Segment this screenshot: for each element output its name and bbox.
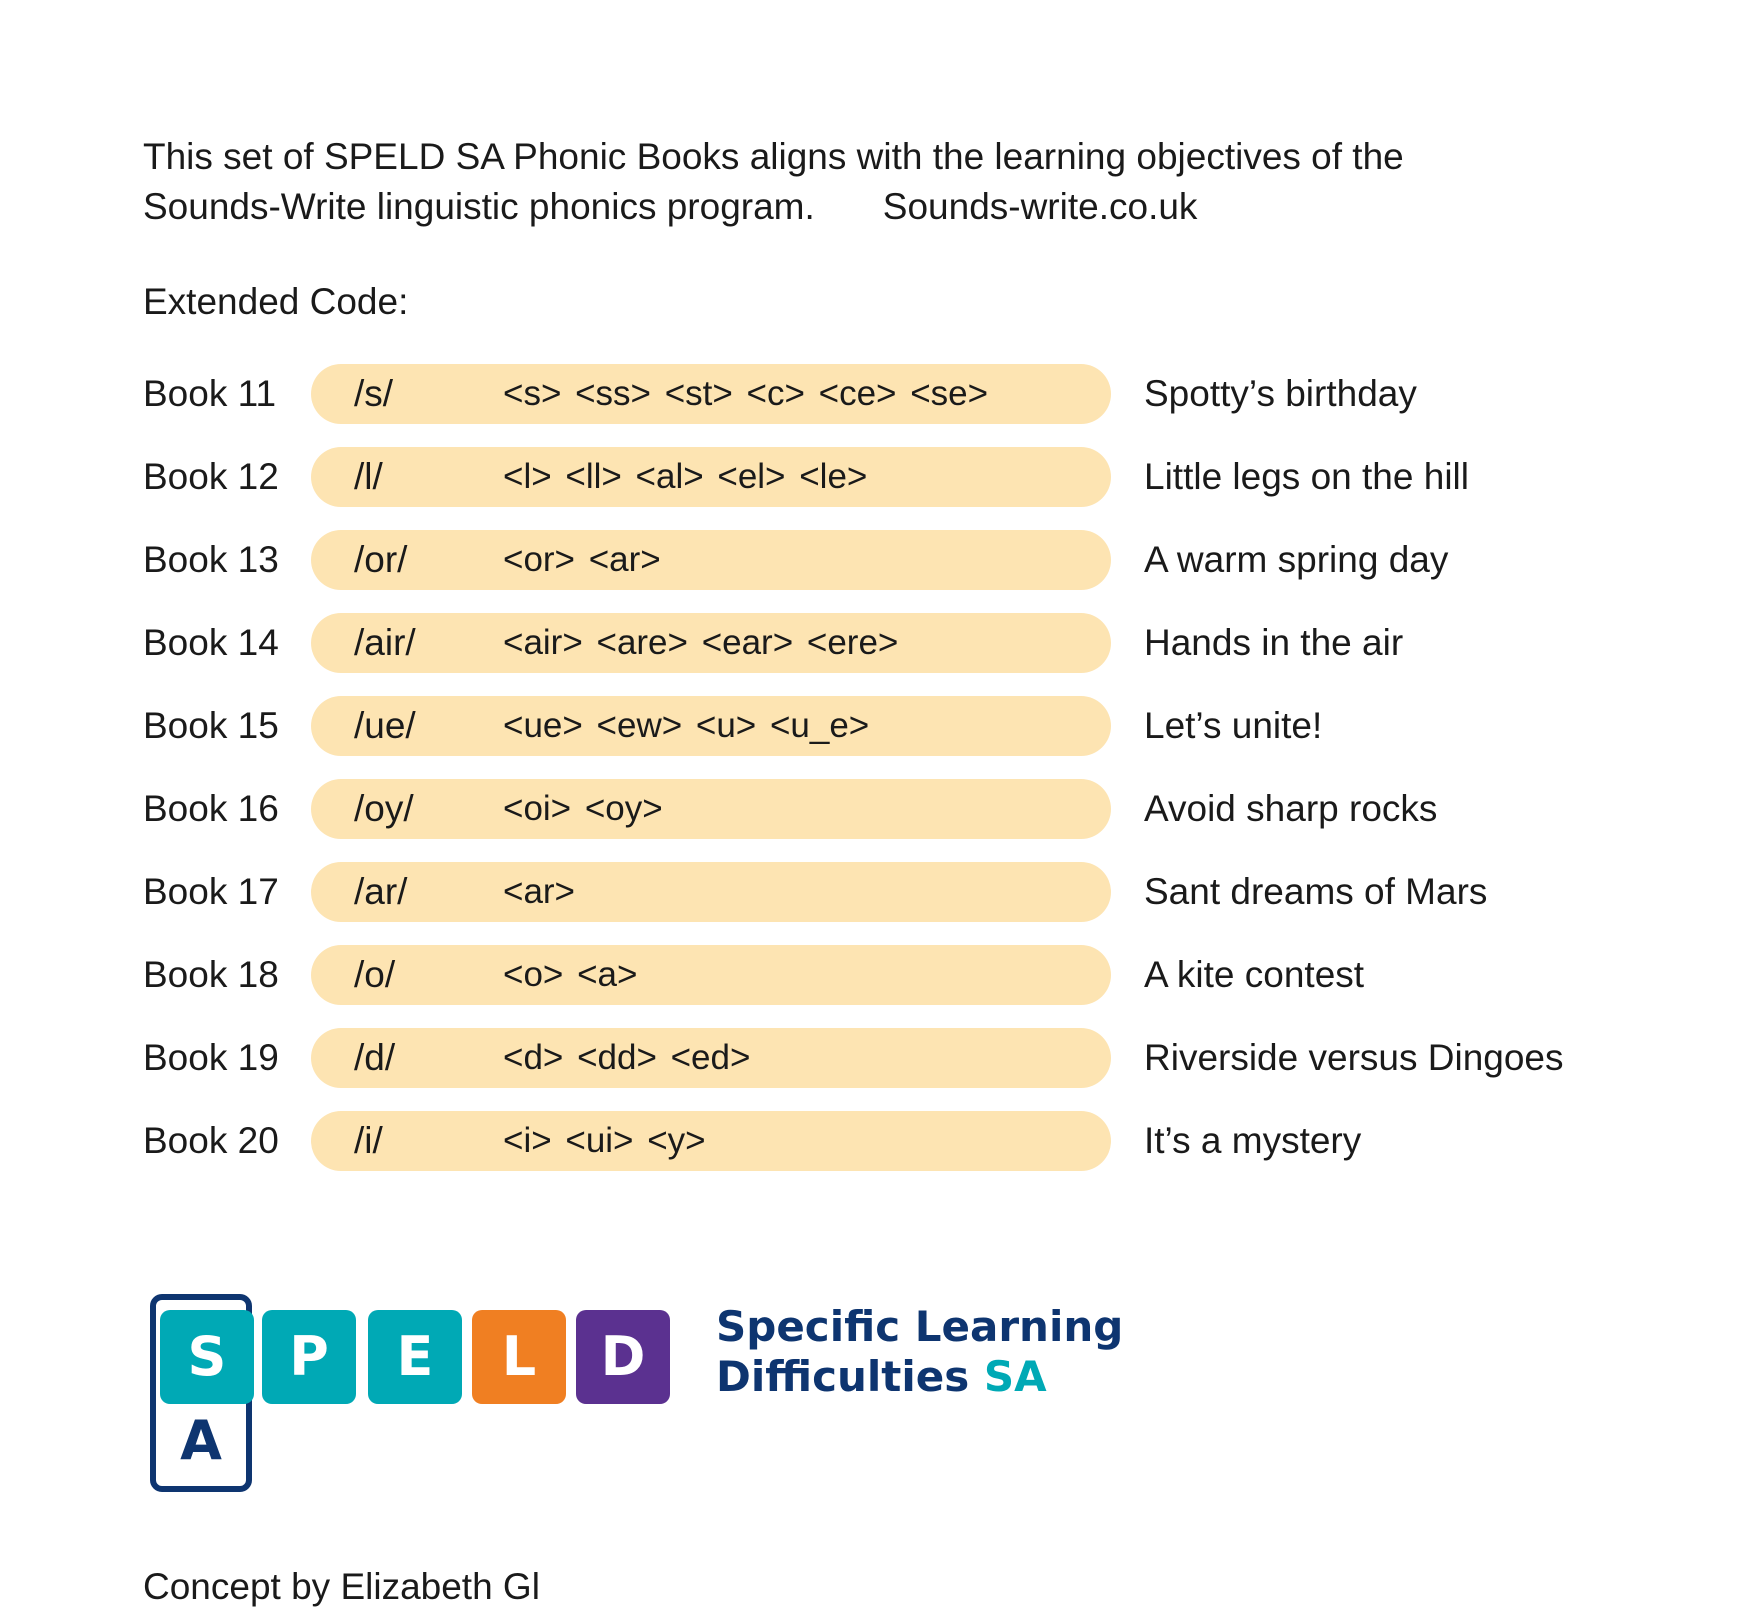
sound-phoneme: /ue/ (354, 705, 416, 746)
book-row (143, 1111, 1643, 1171)
website-link[interactable]: Sounds-write.co.uk (882, 186, 1198, 227)
sound-phoneme: /l/ (354, 456, 383, 497)
org-line-2: Difficulties (716, 1352, 970, 1401)
sound-pill (311, 530, 1111, 590)
book-title: Sant dreams of Mars (1144, 871, 1488, 912)
org-accent: SA (983, 1352, 1047, 1401)
sound-phoneme: /ar/ (354, 871, 408, 912)
sound-spellings: <air> <are> <ear> <ere> (503, 623, 899, 662)
logo-tile-d: D (576, 1310, 670, 1404)
book-number: Book 19 (143, 1037, 279, 1078)
book-title: Hands in the air (1144, 622, 1404, 663)
sound-pill (311, 779, 1111, 839)
book-row (143, 696, 1643, 756)
book-row (143, 862, 1643, 922)
book-title: Let’s unite! (1144, 705, 1323, 746)
book-number: Book 16 (143, 788, 279, 829)
sound-spellings: <o> <a> (503, 955, 638, 994)
sound-phoneme: /oy/ (354, 788, 414, 829)
book-number: Book 14 (143, 622, 279, 663)
book-number: Book 18 (143, 954, 279, 995)
sound-pill (311, 613, 1111, 673)
book-title: Riverside versus Dingoes (1144, 1037, 1564, 1078)
sound-pill (311, 364, 1111, 424)
book-title: A warm spring day (1144, 539, 1449, 580)
logo-tile-p: P (262, 1310, 356, 1404)
logo-tile-s: S (160, 1310, 254, 1404)
book-title: Little legs on the hill (1144, 456, 1469, 497)
footer-credit: Concept by Elizabeth Gl (143, 1566, 540, 1607)
book-title: Avoid sharp rocks (1144, 788, 1438, 829)
book-row (143, 1028, 1643, 1088)
book-row (143, 613, 1643, 673)
book-title: Spotty’s birthday (1144, 373, 1417, 414)
book-number: Book 15 (143, 705, 279, 746)
sound-pill (311, 1111, 1111, 1171)
logo-tile-e: E (368, 1310, 462, 1404)
book-number: Book 17 (143, 871, 279, 912)
sound-phoneme: /o/ (354, 954, 396, 995)
section-heading: Extended Code: (143, 281, 409, 322)
sound-pill (311, 1028, 1111, 1088)
speld-logo (150, 1294, 680, 1500)
book-number: Book 13 (143, 539, 279, 580)
book-row (143, 779, 1643, 839)
book-row (143, 945, 1643, 1005)
logo-letter-a: A (180, 1409, 222, 1472)
sound-phoneme: /s/ (354, 373, 394, 414)
sound-pill (311, 696, 1111, 756)
book-row (143, 447, 1643, 507)
sound-spellings: <or> <ar> (503, 540, 661, 579)
book-number: Book 11 (143, 373, 277, 414)
sound-spellings: <s> <ss> <st> <c> <ce> <se> (503, 374, 989, 413)
book-title: It’s a mystery (1144, 1120, 1362, 1161)
intro-line-1: This set of SPELD SA Phonic Books aligns with the learning objectives of the (143, 136, 1404, 177)
book-row (143, 530, 1643, 590)
sound-phoneme: /d/ (354, 1037, 396, 1078)
book-list (143, 364, 1643, 1194)
book-row (143, 364, 1643, 424)
sound-pill (311, 447, 1111, 507)
sound-pill (311, 862, 1111, 922)
sound-spellings: <oi> <oy> (503, 789, 663, 828)
sound-spellings: <ar> (503, 872, 575, 911)
book-number: Book 20 (143, 1120, 279, 1161)
sound-spellings: <ue> <ew> <u> <u_e> (503, 706, 870, 745)
sound-phoneme: /i/ (354, 1120, 383, 1161)
book-title: A kite contest (1144, 954, 1365, 995)
intro-line-2: Sounds-Write linguistic phonics program. (143, 186, 815, 227)
book-number: Book 12 (143, 456, 279, 497)
sound-spellings: <l> <ll> <al> <el> <le> (503, 457, 868, 496)
intro-paragraph (143, 132, 1443, 232)
logo-tile-l: L (472, 1310, 566, 1404)
sound-pill (311, 945, 1111, 1005)
organisation-name (716, 1302, 1123, 1402)
sound-spellings: <i> <ui> <y> (503, 1121, 706, 1160)
org-line-1: Specific Learning (716, 1302, 1124, 1351)
sound-spellings: <d> <dd> <ed> (503, 1038, 751, 1077)
sound-phoneme: /air/ (354, 622, 416, 663)
sound-phoneme: /or/ (354, 539, 408, 580)
